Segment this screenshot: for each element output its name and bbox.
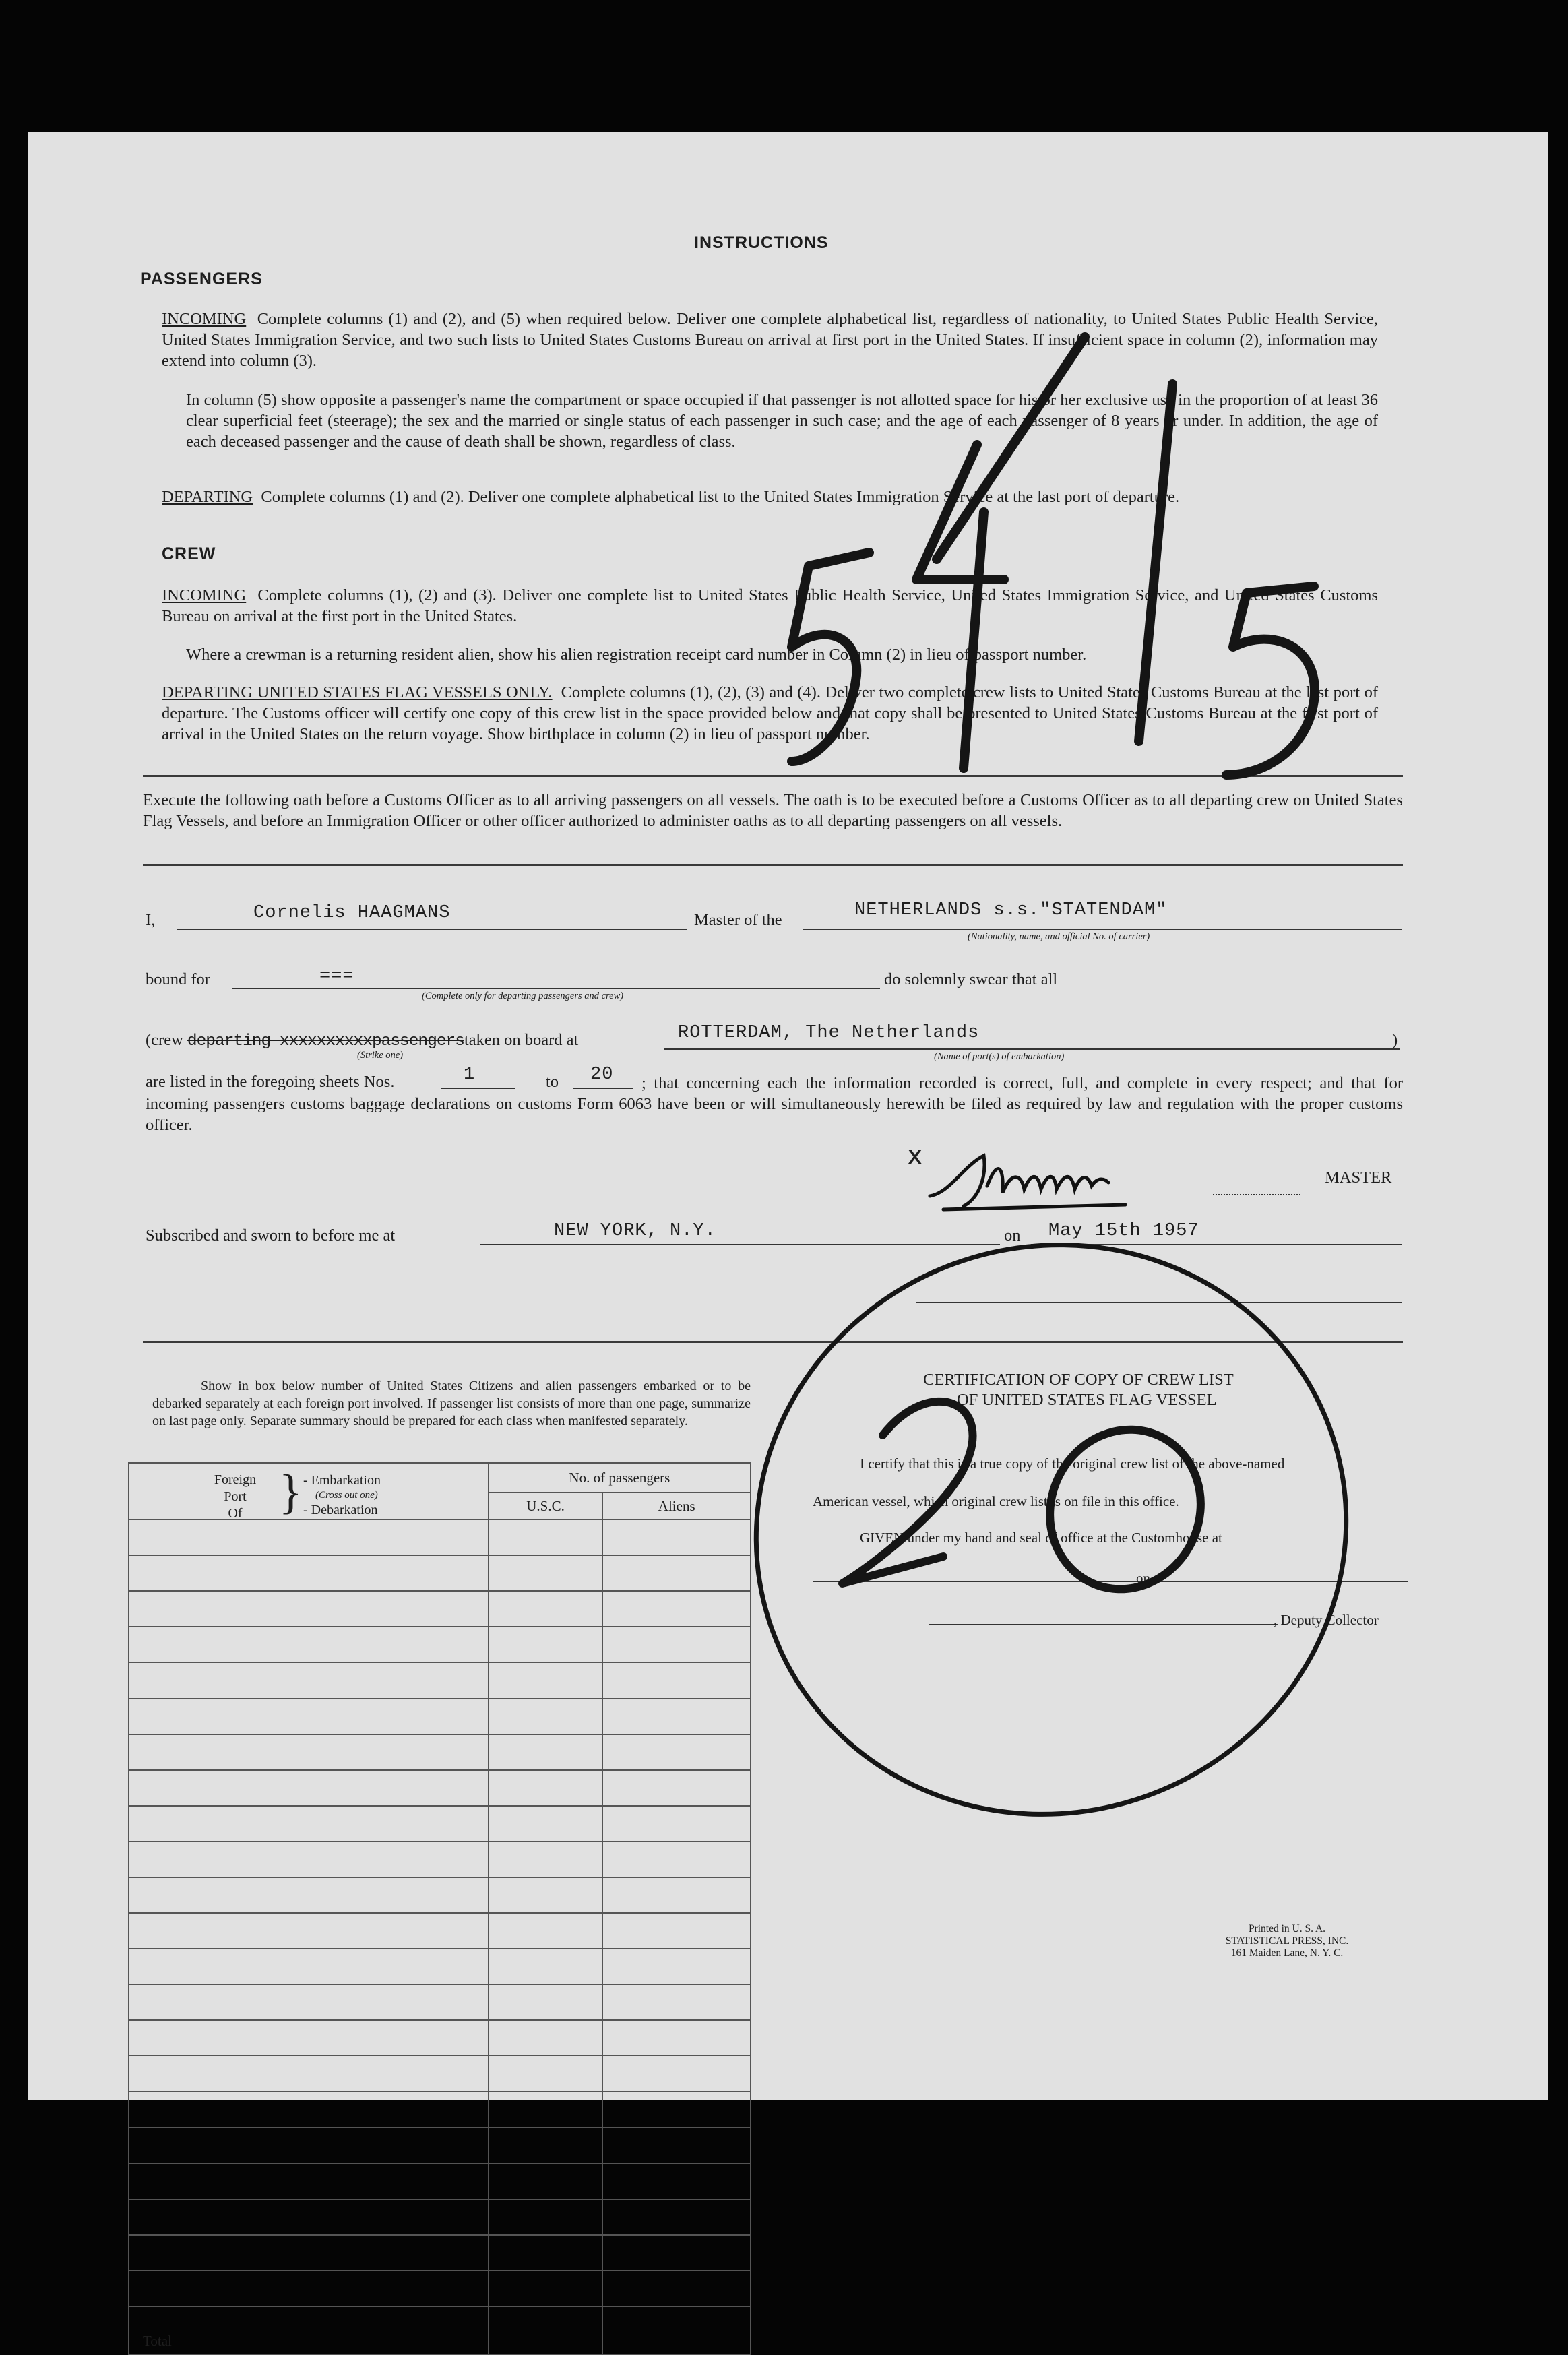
x-mark: x xyxy=(907,1140,923,1171)
close-paren: ) xyxy=(1392,1031,1398,1049)
table-cell xyxy=(602,2056,751,2092)
table-cell xyxy=(489,1770,603,1806)
printer-line2: STATISTICAL PRESS, INC. xyxy=(1225,1935,1349,1947)
cert-line1: I certify that this is a true copy of the original crew list of the above-named xyxy=(860,1455,1285,1472)
cert-on-label: on xyxy=(1136,1570,1150,1586)
table-cell xyxy=(602,2092,751,2127)
table-cell xyxy=(489,1984,603,2020)
table-cell xyxy=(129,1842,489,1877)
table-cell xyxy=(489,1877,603,1913)
table-cell xyxy=(602,1627,751,1662)
officer-signature-line xyxy=(916,1302,1402,1303)
instructions-title: INSTRUCTIONS xyxy=(694,233,829,252)
struck-out-text: departing xxxxxxxxxxpassengers xyxy=(187,1032,464,1050)
port-caption: (Name of port(s) of embarkation) xyxy=(934,1051,1065,1062)
incoming-label: INCOMING xyxy=(162,310,247,328)
strike-caption: (Strike one) xyxy=(357,1050,404,1061)
summary-note: Show in box below number of United States Citizens and alien passengers embarked or to be debarked separately at each foreign port involved. If passenger list consists of more than one page, summarize on last page only. Separate summary should be prepared for each class when manifested separately. xyxy=(152,1379,751,1428)
table-cell xyxy=(129,2271,489,2306)
table-cell xyxy=(489,1591,603,1627)
passenger-summary-table xyxy=(128,1462,751,2355)
cert-date-line xyxy=(1156,1581,1408,1582)
table-cell xyxy=(129,1984,489,2020)
master-name-value: Cornelis HAAGMANS xyxy=(253,903,451,923)
vessel-value: NETHERLANDS s.s."STATENDAM" xyxy=(854,900,1168,920)
table-cell xyxy=(602,1913,751,1949)
table-cell xyxy=(129,1627,489,1662)
printer-imprint xyxy=(1186,1923,1388,1959)
debarkation-label: - Debarkation xyxy=(303,1503,378,1517)
master-label: MASTER xyxy=(1325,1168,1392,1187)
table-cell xyxy=(129,1555,489,1591)
cross-out-label: (Cross out one) xyxy=(315,1490,378,1501)
on-label: on xyxy=(1004,1226,1021,1245)
sworn-place-line xyxy=(480,1244,1000,1245)
sheet-from-value: 1 xyxy=(464,1065,476,1085)
flag-vessels-label: DEPARTING UNITED STATES FLAG VESSELS ONLY. xyxy=(162,683,553,701)
table-cell xyxy=(602,1555,751,1591)
taken-on-board-label: taken on board at xyxy=(464,1031,579,1049)
crew-heading: CREW xyxy=(162,544,216,563)
table-row xyxy=(129,2056,751,2092)
listed-rest-text: ; that concerning each the information recorded is correct, full, and complete in every respect; and that for incoming passengers customs baggage declarations on customs Form 6063 have been or will simultaneously herewith be filed as required by law and regulation with the proper customs officer. xyxy=(146,1074,1403,1134)
departing-text: Complete columns (1) and (2). Deliver one complete alphabetical list to the United States Immigration Service at the last port of departure. xyxy=(261,488,1180,506)
table-cell xyxy=(129,1519,489,1555)
table-cell xyxy=(129,1591,489,1627)
master-signature-line xyxy=(1213,1194,1300,1195)
passengers-heading: PASSENGERS xyxy=(140,270,263,288)
table-cell xyxy=(129,2092,489,2127)
table-cell xyxy=(129,2020,489,2056)
table-cell xyxy=(129,2199,489,2235)
table-cell xyxy=(489,2306,603,2354)
table-row xyxy=(129,2235,751,2271)
table-row xyxy=(129,1734,751,1770)
sworn-date-value: May 15th 1957 xyxy=(1048,1221,1199,1241)
crew-incoming-paragraph xyxy=(162,585,1378,627)
table-row xyxy=(129,1555,751,1591)
crew-incoming-text: Complete columns (1), (2) and (3). Deliver one complete list to United States Public Health Service, United States Immigration Service, and United States Customs Bureau on arrival at the first port in the United States. xyxy=(162,586,1378,625)
table-cell xyxy=(602,2164,751,2199)
table-row xyxy=(129,1806,751,1842)
table-cell xyxy=(129,1806,489,1842)
table-cell xyxy=(489,1699,603,1734)
table-cell xyxy=(489,2056,603,2092)
foreign-label: Foreign xyxy=(214,1472,257,1487)
table-row xyxy=(129,1877,751,1913)
table-row xyxy=(129,1591,751,1627)
vessel-line xyxy=(803,929,1402,930)
table-row xyxy=(129,1913,751,1949)
of-label: Of xyxy=(228,1506,243,1521)
table-row xyxy=(129,1662,751,1698)
total-label: Total xyxy=(129,2306,489,2354)
table-cell xyxy=(129,1699,489,1734)
incoming-text: Complete columns (1) and (2), and (5) when required below. Deliver one complete alphabetical list, regardless of nationality, to United States Public Health Service, United States Immigration Service, and two such lists to United States Customs Bureau on arrival at first port in the United States. If insufficient space in column (2), information may extend into column (3). xyxy=(162,310,1379,370)
table-cell xyxy=(489,1519,603,1555)
table-cell xyxy=(602,1519,751,1555)
vessel-caption: (Nationality, name, and official No. of carrier) xyxy=(968,931,1150,942)
table-cell xyxy=(129,2127,489,2163)
table-cell xyxy=(489,1806,603,1842)
cert-title-line2: OF UNITED STATES FLAG VESSEL xyxy=(957,1391,1217,1409)
table-cell xyxy=(489,2092,603,2127)
table-cell xyxy=(129,2235,489,2271)
swear-text: do solemnly swear that all xyxy=(884,970,1058,988)
table-cell xyxy=(602,2306,751,2354)
port-header-cell xyxy=(129,1463,489,1519)
table-cell xyxy=(489,1913,603,1949)
to-label: to xyxy=(546,1073,559,1091)
cert-line2: American vessel, which original crew list is on file in this office. xyxy=(813,1493,1179,1509)
table-row xyxy=(129,2271,751,2306)
cert-line3: GIVEN under my hand and seal of office at the Customhouse at xyxy=(860,1530,1222,1546)
table-cell xyxy=(602,1699,751,1734)
sworn-date-line xyxy=(1031,1244,1402,1245)
table-row xyxy=(129,2199,751,2235)
table-cell xyxy=(602,2235,751,2271)
departing-label: DEPARTING xyxy=(162,488,253,506)
sworn-place-value: NEW YORK, N.Y. xyxy=(554,1221,716,1241)
bound-caption: (Complete only for departing passengers and crew) xyxy=(422,991,624,1001)
table-row xyxy=(129,1627,751,1662)
port-line xyxy=(664,1048,1400,1050)
table-cell xyxy=(489,2127,603,2163)
usc-header: U.S.C. xyxy=(489,1493,603,1519)
divider-line xyxy=(143,775,1403,777)
table-cell xyxy=(489,1627,603,1662)
port-value: ROTTERDAM, The Netherlands xyxy=(678,1023,980,1043)
table-cell xyxy=(129,1877,489,1913)
deputy-collector-label: , Deputy Collector xyxy=(1274,1612,1379,1628)
table-cell xyxy=(602,1734,751,1770)
table-row xyxy=(129,1949,751,1984)
table-cell xyxy=(489,1662,603,1698)
subscribed-label: Subscribed and sworn to before me at xyxy=(146,1226,396,1245)
divider-line xyxy=(143,864,1403,866)
table-row xyxy=(129,1519,751,1555)
table-cell xyxy=(129,2056,489,2092)
crewman-paragraph: Where a crewman is a returning resident alien, show his alien registration receipt card number in Column (2) in lieu of passport number. xyxy=(186,646,1087,664)
crew-incoming-label: INCOMING xyxy=(162,586,247,604)
printer-line3: 161 Maiden Lane, N. Y. C. xyxy=(1230,1947,1344,1959)
master-of-label: Master of the xyxy=(694,911,782,929)
table-cell xyxy=(489,2020,603,2056)
table-cell xyxy=(129,1949,489,1984)
table-row xyxy=(129,1984,751,2020)
table-cell xyxy=(602,1842,751,1877)
table-cell xyxy=(602,1949,751,1984)
master-signature xyxy=(923,1145,1233,1220)
table-row xyxy=(129,2164,751,2199)
table-cell xyxy=(602,2020,751,2056)
deputy-signature-line xyxy=(929,1624,1278,1625)
table-row xyxy=(129,2127,751,2163)
bound-for-value: === xyxy=(319,966,354,986)
flag-vessels-text: Complete columns (1), (2), (3) and (4). Deliver two complete crew lists to United States Customs Bureau at the last port of departure. The Customs officer will certify one copy of this crew list in the space provided below and that copy shall be presented to United States Customs Bureau at the first port of arrival in the United States on the return voyage. Show birthplace in column (2) in lieu of passport number. xyxy=(162,683,1378,743)
port-header-stack xyxy=(205,1472,265,1522)
passengers-incoming-paragraph xyxy=(162,309,1378,371)
table-cell xyxy=(129,1913,489,1949)
crew-prefix xyxy=(146,1031,578,1050)
table-cell xyxy=(602,2199,751,2235)
divider-line xyxy=(143,1341,1403,1343)
table-cell xyxy=(489,2199,603,2235)
table-cell xyxy=(489,2235,603,2271)
table-header-row xyxy=(129,1463,751,1493)
table-row xyxy=(129,1770,751,1806)
table-row xyxy=(129,2020,751,2056)
table-cell xyxy=(489,1555,603,1591)
cert-title-line1: CERTIFICATION OF COPY OF CREW LIST xyxy=(923,1371,1234,1389)
table-cell xyxy=(602,2271,751,2306)
cert-place-line xyxy=(813,1581,1143,1582)
master-name-line xyxy=(177,929,687,930)
table-cell xyxy=(129,1734,489,1770)
table-cell xyxy=(489,1842,603,1877)
embarkation-label: - Embarkation xyxy=(303,1473,381,1488)
table-cell xyxy=(489,1949,603,1984)
flag-vessels-paragraph xyxy=(162,682,1378,745)
table-cell xyxy=(129,1662,489,1698)
bound-for-label: bound for xyxy=(146,970,210,988)
total-row xyxy=(129,2306,751,2354)
table-cell xyxy=(602,1806,751,1842)
table-cell xyxy=(602,1591,751,1627)
aliens-header: Aliens xyxy=(602,1493,751,1519)
table-cell xyxy=(602,1770,751,1806)
table-row xyxy=(129,1699,751,1734)
embark-labels xyxy=(303,1473,381,1517)
table-cell xyxy=(489,2271,603,2306)
table-row xyxy=(129,1842,751,1877)
table-cell xyxy=(602,1877,751,1913)
printer-line1: Printed in U. S. A. xyxy=(1248,1923,1326,1935)
column5-paragraph: In column (5) show opposite a passenger's name the compartment or space occupied if that passenger is not allotted space for his or her exclusive use in the proportion of at least 36 clear superficial feet (steerage); the sex and the married or single status of each passenger in such case; and the age of each passenger of 8 years or under. In addition, the age of each deceased passenger and the cause of death shall be shown, regardless of class. xyxy=(186,391,1378,451)
table-cell xyxy=(489,1734,603,1770)
table-cell xyxy=(489,2164,603,2199)
table-cell xyxy=(602,1662,751,1698)
crew-prefix-text: (crew xyxy=(146,1031,183,1049)
table-cell xyxy=(602,1984,751,2020)
table-row xyxy=(129,2092,751,2127)
sheet-to-value: 20 xyxy=(590,1065,614,1085)
table-cell xyxy=(129,1770,489,1806)
brace-glyph: } xyxy=(279,1465,303,1519)
i-label: I, xyxy=(146,911,156,929)
table-cell xyxy=(129,2164,489,2199)
no-passengers-header: No. of passengers xyxy=(489,1463,751,1493)
bound-for-line xyxy=(232,988,880,989)
oath-intro-paragraph: Execute the following oath before a Customs Officer as to all arriving passengers on all vessels. The oath is to be executed before a Customs Officer as to all departing crew on United States Flag Vessels, and before an Immigration Officer or other officer authorized to administer oaths as to all departing passengers on all vessels. xyxy=(143,791,1403,830)
passengers-departing-paragraph xyxy=(162,486,1378,507)
port-label: Port xyxy=(224,1489,247,1504)
table-cell xyxy=(602,2127,751,2163)
listed-label: are listed in the foregoing sheets Nos. xyxy=(146,1073,395,1091)
